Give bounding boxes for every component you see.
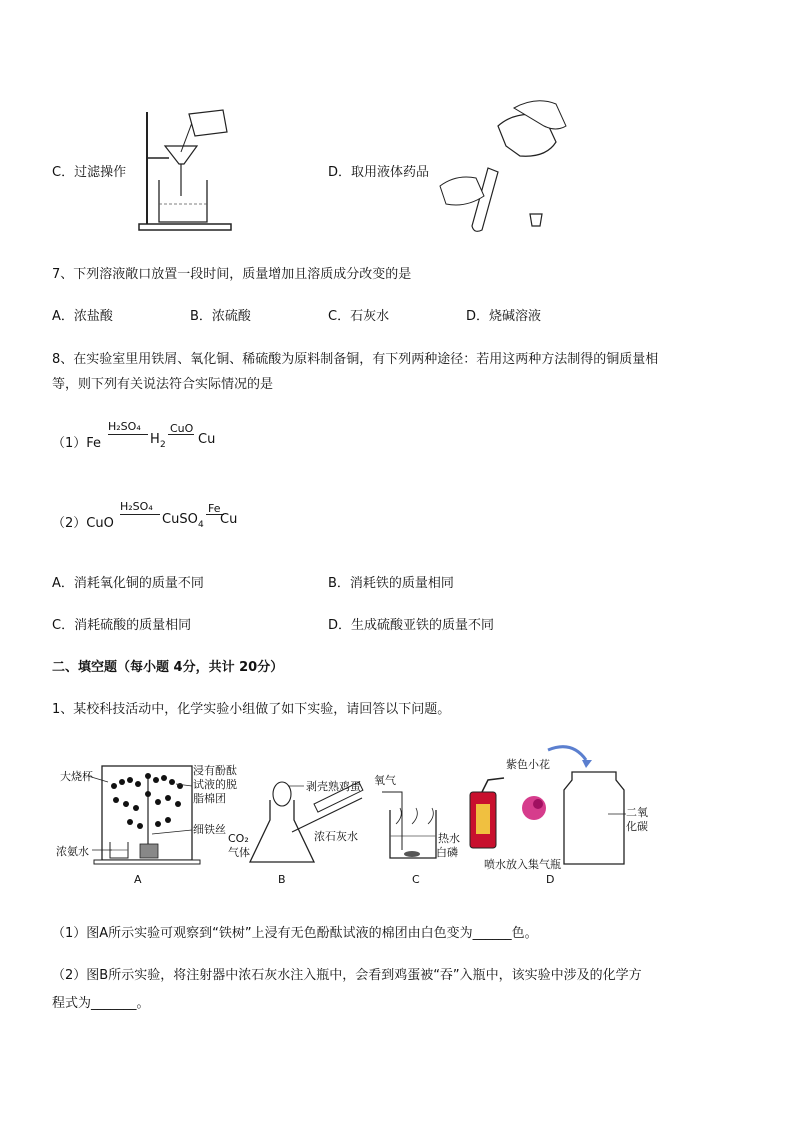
- q8-option-c: C．消耗硫酸的质量相同: [52, 618, 192, 633]
- q8-stem-line2: 等，则下列有关说法符合实际情况的是: [52, 377, 274, 392]
- label-co2-b: 化碳: [626, 820, 648, 833]
- route1-reagent1: H₂SO₄: [108, 420, 141, 433]
- figure-a: [56, 763, 237, 886]
- caption-b: B: [278, 873, 286, 886]
- route1-reagent2: CuO: [170, 422, 194, 435]
- experiment-figure: [52, 738, 672, 894]
- label-beaker: 大烧杯: [60, 770, 93, 783]
- q6-option-c: C．过滤操作: [52, 165, 127, 180]
- label-oxygen: 氧气: [374, 774, 396, 787]
- figure-d: [470, 747, 648, 886]
- q7-stem: 7、下列溶液敞口放置一段时间，质量增加且溶质成分改变的是: [52, 267, 412, 282]
- label-egg: 剥壳熟鸡蛋: [306, 780, 361, 793]
- label-ammonia: 浓氨水: [56, 845, 89, 858]
- q8-option-a: A．消耗氧化铜的质量不同: [52, 576, 204, 591]
- route1-end: Cu: [198, 432, 216, 447]
- fill-q1-stem: 1、某校科技活动中，化学实验小组做了如下实验，请回答以下问题。: [52, 702, 451, 717]
- q8-option-d: D．生成硫酸亚铁的质量不同: [328, 618, 495, 633]
- q8-option-b: B．消耗铁的质量相同: [328, 576, 454, 591]
- label-cotton-2: 试液的脱: [193, 778, 237, 791]
- fill-q1-sub2-line2: 程式为_______。: [52, 996, 150, 1011]
- label-cotton-3: 脂棉团: [193, 792, 226, 805]
- label-cotton-1: 浸有酚酞: [193, 764, 237, 777]
- q8-stem-line1: 8、在实验室里用铁屑、氧化铜、稀硫酸为原料制备铜，有下列两种途径：若用这两种方法制得的铜质量相: [52, 352, 659, 367]
- filtration-figure: [135, 106, 235, 236]
- route2-reagent1: H₂SO₄: [120, 500, 153, 513]
- fill-q1-sub1: （1）图A所示实验可观察到“铁树”上浸有无色酚酞试液的棉团由白色变为______色。: [52, 926, 538, 941]
- label-lime-water: 浓石灰水: [314, 830, 358, 843]
- route2-mid: CuSO: [162, 512, 198, 527]
- label-gas: 气体: [228, 846, 250, 859]
- caption-c: C: [412, 873, 420, 886]
- caption-a: A: [134, 873, 142, 886]
- q7-option-a: A．浓盐酸: [52, 309, 113, 324]
- label-white-phosphorus: 白磷: [436, 846, 458, 859]
- label-co2: CO₂: [228, 832, 249, 845]
- q7-option-c: C．石灰水: [328, 309, 390, 324]
- label-iron-wire: 细铁丝: [193, 823, 226, 836]
- q7-option-b: B．浓硫酸: [190, 309, 251, 324]
- caption-d: D: [546, 873, 555, 886]
- label-purple-flower: 紫色小花: [506, 758, 550, 771]
- label-co2-a: 二氧: [626, 806, 648, 819]
- route2-prefix: （2）CuO: [52, 516, 114, 531]
- label-spray: 喷水放入集气瓶: [484, 858, 561, 871]
- section-2-title: 二、填空题（每小题 4分，共计 20分）: [52, 660, 284, 675]
- route1-mid: H: [150, 432, 160, 447]
- figure-c: [374, 773, 460, 886]
- q6-option-d: D．取用液体药品: [328, 165, 430, 180]
- liquid-pouring-figure: [436, 96, 576, 240]
- q7-option-d: D．烧碱溶液: [466, 309, 542, 324]
- route1-prefix: （1）Fe: [52, 436, 102, 451]
- route2-end: Cu: [220, 512, 238, 527]
- fill-q1-sub2-line1: （2）图B所示实验，将注射器中浓石灰水注入瓶中，会看到鸡蛋被“吞”入瓶中，该实验中涉及的化学方: [52, 968, 642, 983]
- route2-reagent2: Fe: [208, 502, 221, 515]
- label-hot-water: 热水: [438, 832, 460, 845]
- figure-b: [228, 779, 363, 886]
